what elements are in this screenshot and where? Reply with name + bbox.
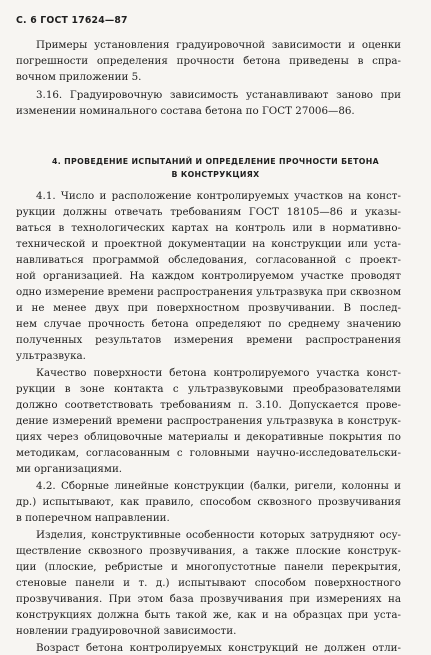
text-line: вочном приложении 5. xyxy=(16,71,142,83)
text-line: Возраст бетона контролируемых конструкций не должен отли- xyxy=(36,642,401,654)
text-line: нем случае прочность бетона определяют по среднему значению xyxy=(16,318,401,330)
text-line: новлении градуировочной зависимости. xyxy=(16,625,237,637)
text-line: в поперечном направлении. xyxy=(16,512,170,524)
text-line: Изделия, конструктивные особенности которых затрудняют осу- xyxy=(36,529,401,541)
text-line: ной организацией. На каждом контролируемом участке проводят xyxy=(16,270,401,282)
section-heading-line2: В КОНСТРУКЦИЯХ xyxy=(171,170,260,179)
text-line: Примеры установления градуировочной зависимости и оценки xyxy=(36,39,401,51)
text-line: навливаться программой обследования, согласованной с проект- xyxy=(16,254,401,266)
text-line: ми организациями. xyxy=(16,463,123,475)
text-line: циях через облицовочные материалы и декоративные покрытия по xyxy=(16,431,401,443)
text-line: др.) испытывают, как правило, способом сквозного прозвучивания xyxy=(16,496,401,508)
text-line: рукции должны отвечать требованиям ГОСТ 18105—86 и указы- xyxy=(16,206,401,218)
text-line: полученных результатов измерения времени распространения xyxy=(16,334,401,346)
text-line: ществление сквозного прозвучивания, а также плоские конструк- xyxy=(16,545,401,557)
text-line: ваться в технологических картах на контроль или в нормативно- xyxy=(16,222,401,234)
text-line: одно измерение времени распространения ультразвука при сквозном xyxy=(16,286,401,298)
text-line: ции (плоские, ребристые и многопустотные панели перекрытия, xyxy=(16,561,401,573)
page-header: С. 6 ГОСТ 17624—87 xyxy=(16,15,128,26)
section-heading-line1: 4. ПРОВЕДЕНИЕ ИСПЫТАНИЙ И ОПРЕДЕЛЕНИЕ ПРОЧНОСТИ БЕТОНА xyxy=(52,157,379,166)
text-line: Качество поверхности бетона контролируемого участка конст- xyxy=(36,367,401,379)
text-line: рукции в зоне контакта с ультразвуковыми преобразователями xyxy=(16,383,401,395)
text-line: методикам, согласованным с головными научно-исследовательски- xyxy=(16,447,401,459)
text-line: ультразвука. xyxy=(16,350,86,362)
text-line: дение измерений времени распространения ультразвука в конструк- xyxy=(16,415,401,427)
text-line: 3.16. Градуировочную зависимость устанавливают заново при xyxy=(36,89,401,101)
text-line: 4.1. Число и расположение контролируемых участков на конст- xyxy=(36,190,401,202)
text-line: 4.2. Сборные линейные конструкции (балки, ригели, колонны и xyxy=(36,480,401,492)
text-line: и не менее двух при поверхностном прозвучивании. В послед- xyxy=(16,302,401,314)
text-line: должно соответствовать требованиям п. 3.10. Допускается прове- xyxy=(16,399,401,411)
text-line: конструкциях должна быть такой же, как и на образцах при уста- xyxy=(16,609,401,621)
text-line: изменении номинального состава бетона по ГОСТ 27006—86. xyxy=(16,105,355,117)
text-line: стеновые панели и т. д.) испытывают способом поверхностного xyxy=(16,577,401,589)
text-line: технической и проектной документации на конструкции или уста- xyxy=(16,238,401,250)
text-line: прозвучивания. При этом база прозвучивания при измерениях на xyxy=(16,593,401,605)
text-line: погрешности определения прочности бетона приведены в спра- xyxy=(16,55,401,67)
